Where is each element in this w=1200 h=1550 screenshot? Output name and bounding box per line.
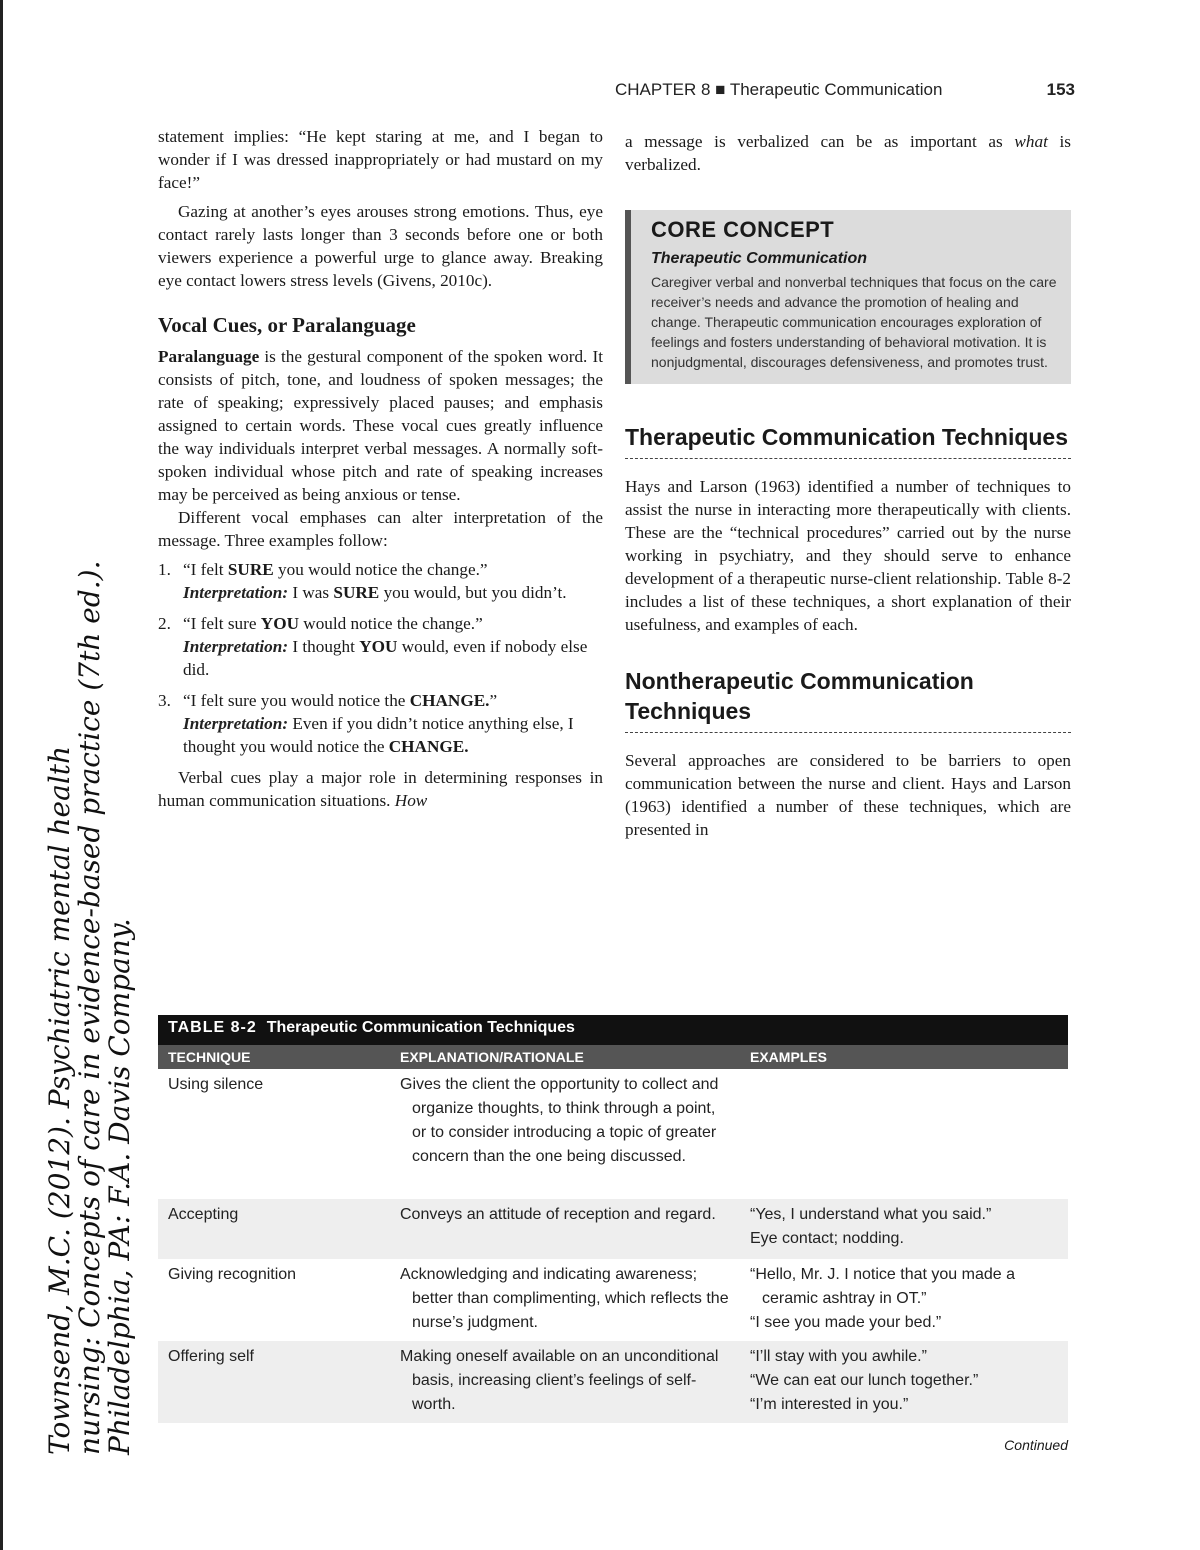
handwritten-citation — [45, 455, 135, 1455]
handwritten-line: Philadelphia, PA: F.A. Davis Company. — [103, 918, 136, 1455]
table-row — [158, 1341, 1068, 1423]
table-title-bar — [158, 1015, 1068, 1045]
explanation-cell: Making oneself available on an unconditional basis, increasing client’s feelings of self-worth. — [400, 1348, 719, 1413]
paragraph: Verbal cues play a major role in determining responses in human communication situations. How — [158, 768, 603, 810]
core-concept-term: Therapeutic Communication — [651, 250, 868, 267]
list-item: 3. “I felt sure you would notice the CHANGE.” Interpretation: Even if you didn’t notice anything else, I thought you would notice the CHANGE. — [158, 691, 574, 756]
table-row — [158, 1199, 1068, 1259]
explanation-cell: Acknowledging and indicating awareness; better than complimenting, which reflects the nurse’s judgment. — [400, 1266, 729, 1331]
technique-cell: Offering self — [168, 1348, 254, 1365]
table-label: TABLE 8-2 — [168, 1019, 257, 1036]
technique-table — [158, 1015, 1068, 1453]
term: Paralanguage — [158, 347, 260, 366]
list-item: 1. “I felt SURE you would notice the change.” Interpretation: I was SURE you would, but you didn’t. — [158, 560, 567, 602]
scan-page-edge — [0, 0, 3, 1550]
examples-cell: “Hello, Mr. J. I notice that you made a ceramic ashtray in OT.” “I see you made your bed.” — [750, 1266, 1016, 1331]
column-header: TECHNIQUE — [168, 1049, 251, 1065]
paragraph: Gazing at another’s eyes arouses strong emotions. Thus, eye contact rarely lasts longer than 3 seconds before one or both viewers experience a powerful urge to glance away. Breaking eye contact lowers stress levels (Givens, 2010c). — [158, 202, 603, 290]
table-title: Therapeutic Communication Techniques — [266, 1019, 575, 1036]
paragraph: Several approaches are considered to be barriers to open communication between the nurse and client. Hays and Larson (1963) identified a number of these techniques, which are presented in — [625, 751, 1071, 839]
continued-note: Continued — [1004, 1437, 1068, 1453]
section-heading: Therapeutic Communication Techniques — [625, 422, 1071, 459]
running-header — [615, 80, 1075, 104]
example-list — [158, 558, 603, 758]
technique-cell: Accepting — [168, 1206, 239, 1223]
table-header-row — [158, 1045, 1068, 1069]
section-heading: Vocal Cues, or Paralanguage — [158, 313, 416, 337]
paragraph: Hays and Larson (1963) identified a number of techniques to assist the nurse in interacting more therapeutically with clients. These are the “technical procedures” carried out by the nurse working in psychiatry, and they should serve to enhance development of a therapeutic nurse-client relationship. Table 8-2 includes a list of these techniques, a short explanation of their usefulness, and examples of each. — [625, 477, 1071, 634]
examples-cell: “I’ll stay with you awhile.” “We can eat our lunch together.” “I’m interested in you.” — [750, 1348, 979, 1413]
paragraph: a message is verbalized can be as important as what is verbalized. — [625, 132, 1071, 174]
left-column — [158, 125, 603, 812]
list-item: 2. “I felt sure YOU would notice the change.” Interpretation: I thought YOU would, even if nobody else did. — [158, 614, 588, 679]
column-header: EXPLANATION/RATIONALE — [400, 1049, 584, 1065]
paragraph: Different vocal emphases can alter interpretation of the message. Three examples follow: — [158, 508, 603, 550]
right-column — [625, 130, 1071, 841]
explanation-cell: Conveys an attitude of reception and regard. — [400, 1206, 716, 1223]
core-concept-box — [625, 210, 1071, 384]
examples-cell: “Yes, I understand what you said.” Eye contact; nodding. — [750, 1206, 992, 1247]
core-concept-kicker: CORE CONCEPT — [651, 217, 835, 242]
section-heading: Nontherapeutic Communication Techniques — [625, 666, 1071, 733]
core-concept-definition: Caregiver verbal and nonverbal techniques that focus on the care receiver’s needs and advance the promotion of healing and change. Therapeutic communication encourages exploration of feelings and fosters understanding of behavioral motivation. It is nonjudgmental, discourages defensiveness, and promotes trust. — [651, 274, 1057, 370]
handwritten-line: Townsend, M.C. (2012). Psychiatric mental health — [43, 745, 76, 1455]
column-header: EXAMPLES — [750, 1049, 828, 1065]
technique-cell: Using silence — [168, 1076, 264, 1093]
handwritten-line: nursing: Concepts of care in evidence-based practice (7th ed.). — [73, 560, 106, 1455]
table-row — [158, 1069, 1068, 1199]
explanation-cell: Gives the client the opportunity to collect and organize thoughts, to think through a point, or to consider introducing a topic of greater concern than the one being discussed. — [400, 1076, 719, 1165]
paragraph: Paralanguage is the gestural component of the spoken word. It consists of pitch, tone, and loudness of spoken messages; the rate of speaking; expressively placed pauses; and emphasis assigned to certain words. These vocal cues greatly influence the way individuals interpret verbal messages. A normally soft-spoken individual whose pitch and rate of speaking increases may be perceived as being anxious or tense. — [158, 347, 603, 504]
chapter-title: CHAPTER 8 ■ Therapeutic Communication — [615, 80, 943, 99]
technique-cell: Giving recognition — [168, 1266, 297, 1283]
page-number: 153 — [1046, 80, 1075, 99]
table-row — [158, 1259, 1068, 1341]
paragraph: statement implies: “He kept staring at me, and I began to wonder if I was dressed inappropriately or had mustard on my face!” — [158, 127, 603, 192]
